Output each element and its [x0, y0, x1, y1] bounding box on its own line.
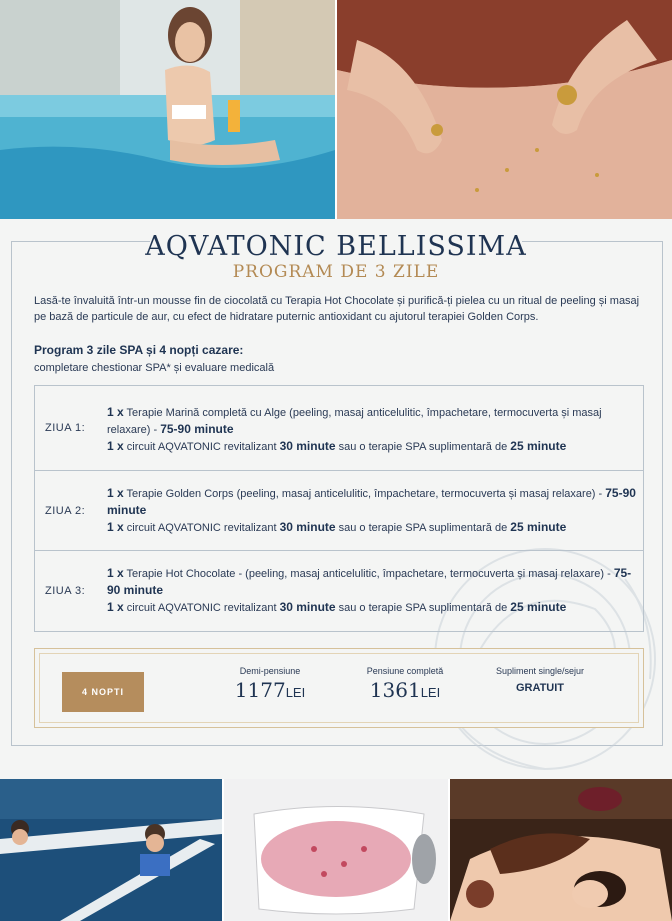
extra-duration: 25 minute: [510, 520, 567, 534]
circuit-qty: 1 x: [107, 520, 124, 534]
nights-badge: 4 NOPTI: [62, 672, 144, 712]
circuit-duration: 30 minute: [279, 520, 336, 534]
day-label: ZIUA 1:: [45, 422, 86, 434]
therapy-qty: 1 x: [107, 405, 124, 419]
single-value: GRATUIT: [515, 682, 565, 694]
gold-massage-photo: [337, 0, 672, 219]
program-title: Program 3 zile SPA și 4 nopți cazare:: [34, 343, 244, 357]
day-row: [35, 550, 643, 631]
extra-text: sau o terapie SPA suplimentară de: [335, 522, 511, 534]
circuit-text: circuit AQVATONIC revitalizant: [123, 522, 280, 534]
full-board-value: 1361: [369, 678, 421, 702]
therapy-text: Terapie Hot Chocolate - (peeling, masaj anticelulitic, împachetare, termocuverta și masaj relaxare) -: [123, 568, 614, 580]
single-supplement: [480, 666, 600, 694]
pool-woman-photo: [0, 0, 335, 219]
extra-duration: 25 minute: [510, 439, 567, 453]
half-board-price: [210, 666, 330, 702]
intro-paragraph: Lasă-te învaluită într-un mousse fin de ciocolată cu Terapia Hot Chocolate și purifică-ți pielea cu un ritual de peeling și masaj pe bază de particule de aur, cu efect de hidratare puternic antioxidant cu ajutorul terapiei Golden Corps.: [34, 295, 640, 323]
day-label: ZIUA 2:: [45, 505, 86, 517]
page-title: AQVATONIC BELLISSIMA: [145, 231, 527, 262]
day-label: ZIUA 3:: [45, 585, 86, 597]
page-subtitle: PROGRAM DE 3 ZILE: [232, 262, 440, 282]
circuit-duration: 30 minute: [279, 600, 336, 614]
therapy-qty: 1 x: [107, 486, 124, 500]
therapy-duration: 75-90 minute: [107, 486, 636, 517]
day-row: [35, 470, 643, 550]
circuit-qty: 1 x: [107, 600, 124, 614]
chocolate-wrap-photo: [450, 779, 672, 921]
full-board-currency: LEI: [420, 685, 441, 700]
circuit-text: circuit AQVATONIC revitalizant: [123, 441, 280, 453]
pool-jacuzzi-photo: [0, 779, 222, 921]
program-panel: [0, 219, 672, 779]
circuit-qty: 1 x: [107, 439, 124, 453]
pricing-box: [34, 648, 644, 728]
therapy-text: Terapie Golden Corps (peeling, masaj anticelulitic, împachetare, termocuverta și masaj relaxare) -: [123, 488, 606, 500]
therapy-qty: 1 x: [107, 566, 124, 580]
extra-text: sau o terapie SPA suplimentară de: [335, 441, 511, 453]
half-board-currency: LEI: [285, 685, 306, 700]
therapy-text: Terapie Marină completă cu Alge (peeling, masaj anticelulitic, împachetare, termocuverta și masaj relaxare) -: [107, 407, 602, 436]
days-table: [34, 385, 644, 632]
day-row: [35, 386, 643, 470]
extra-duration: 25 minute: [510, 600, 567, 614]
half-board-label: Demi-pensiune: [239, 666, 301, 676]
full-board-price: [345, 666, 465, 702]
program-subtitle: completare chestionar SPA* și evaluare medicală: [34, 362, 275, 374]
therapy-duration: 75-90 minute: [160, 422, 234, 436]
circuit-text: circuit AQVATONIC revitalizant: [123, 602, 280, 614]
extra-text: sau o terapie SPA suplimentară de: [335, 602, 511, 614]
single-label: Supliment single/sejur: [495, 666, 585, 676]
half-board-value: 1177: [234, 678, 286, 702]
full-board-label: Pensiune completă: [366, 666, 444, 676]
rose-bath-photo: [224, 779, 448, 921]
therapy-duration: 75-90 minute: [107, 566, 632, 597]
circuit-duration: 30 minute: [279, 439, 336, 453]
